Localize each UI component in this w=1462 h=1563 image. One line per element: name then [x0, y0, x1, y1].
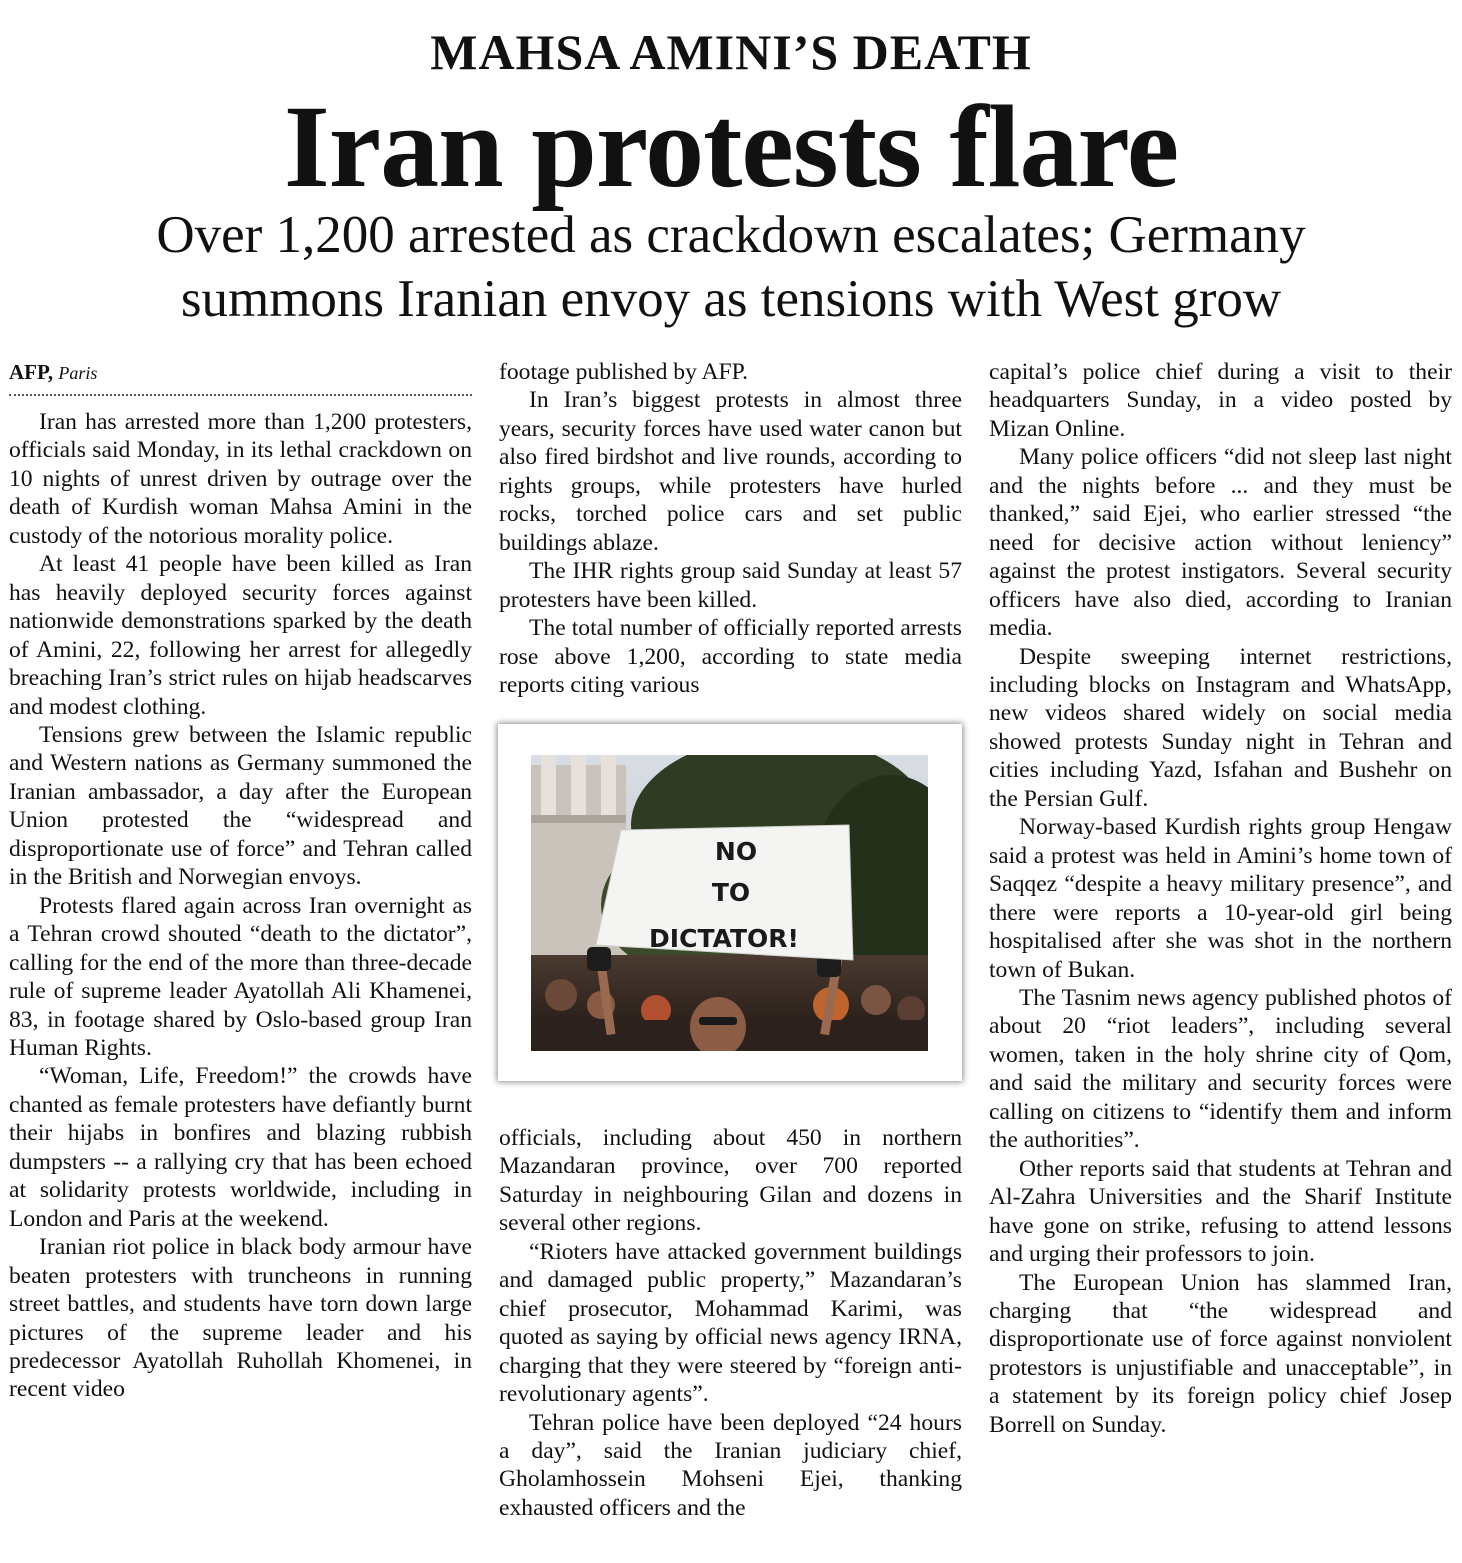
kicker-title: MAHSA AMINI’S DEATH	[430, 24, 1032, 80]
paragraph: Protests flared again across Iran overnight as a Tehran crowd shouted “death to the dictator”, calling for the end of the more than three-decade rule of supreme leader Ayatollah Ali Khamenei, 83, in footage shared by Oslo-based group Iran Human Rights.	[9, 892, 472, 1061]
paragraph: Other reports said that students at Tehran and Al-Zahra Universities and the Sharif Institute have gone on strike, refusing to attend lessons and urging their professors to join.	[989, 1155, 1452, 1268]
sign-text-line: TO	[711, 878, 751, 907]
paragraph: capital’s police chief during a visit to their headquarters Sunday, in a video posted by Mizan Online.	[989, 359, 1452, 442]
byline-place: Paris	[58, 363, 98, 383]
paragraph: footage published by AFP.	[499, 359, 749, 385]
subheadline	[0, 203, 1462, 331]
paragraph: In Iran’s biggest protests in almost three years, security forces have used water canon but also fired birdshot and live rounds, according to rights groups, while protesters have hurled rocks, torched police cars and set public buildings ablaze.	[499, 387, 962, 556]
paragraph: Despite sweeping internet restrictions, including blocks on Instagram and WhatsApp, new videos shared widely on social media showed protests Sunday night in Tehran and cities including Yazd, Isfahan and Bushehr on the Persian Gulf.	[989, 643, 1452, 812]
paragraph: The Tasnim news agency published photos of about 20 “riot leaders”, including several women, taken in the holy shrine city of Qom, and said the military and security forces were calling on citizens to “identify them and inform the authorities”.	[989, 984, 1452, 1154]
paragraph: “Rioters have attacked government buildings and damaged public property,” Mazandaran’s chief prosecutor, Mohammad Karimi, was quoted as saying by official news agency IRNA, charging that they were steered by “foreign anti-revolutionary agents”.	[499, 1238, 962, 1408]
article-column-2	[499, 358, 962, 699]
byline	[9, 358, 472, 396]
headline: Iran protests flare	[283, 81, 1179, 212]
subheadline-line: summons Iranian envoy as tensions with West grow	[180, 270, 1282, 328]
article-column-2-continued	[499, 1124, 962, 1522]
sign-text-line: DICTATOR!	[649, 924, 799, 953]
paragraph: The IHR rights group said Sunday at least 57 protesters have been killed.	[499, 558, 962, 613]
paragraph: “Woman, Life, Freedom!” the crowds have chanted as female protesters have defiantly burnt their hijabs in bonfires and blazing rubbish dumpsters -- a rallying cry that has been echoed at solidarity protests worldwide, including in London and Paris at the weekend.	[9, 1063, 472, 1232]
paragraph: Norway-based Kurdish rights group Hengaw said a protest was held in Amini’s home town of Saqqez “despite a heavy military presence”, and there were reports a 10-year-old girl being hospitalised after she was shot in the northern town of Bukan.	[989, 814, 1452, 983]
paragraph: officials, including about 450 in northern Mazandaran province, over 700 reported Saturday in neighbouring Gilan and dozens in several other regions.	[499, 1125, 962, 1237]
subheadline-line: Over 1,200 arrested as crackdown escalates; Germany	[156, 206, 1306, 264]
article-column-1	[9, 358, 472, 1404]
protest-photo-image	[531, 755, 928, 1051]
paragraph: Many police officers “did not sleep last night and the nights before ... and they must be thanked,” said Ejei, who earlier stressed “the need for decisive action without leniency” against the protest instigators. Several security officers have also died, according to Iranian media.	[989, 444, 1452, 642]
paragraph: The European Union has slammed Iran, charging that “the widespread and disproportionate use of force against nonviolent protestors is unjustifiable and unacceptable”, in a statement by its foreign policy chief Josep Borrell on Sunday.	[989, 1269, 1452, 1438]
article-column-3	[989, 358, 1452, 1439]
paragraph: Iranian riot police in black body armour have beaten protesters with truncheons in running street battles, and students have torn down large pictures of the supreme leader and his predecessor Ayatollah Ruhollah Khomenei, in recent video	[9, 1234, 472, 1403]
byline-agency: AFP,	[9, 360, 54, 384]
sign-text-line: NO	[714, 837, 758, 866]
paragraph: Tehran police have been deployed “24 hours a day”, said the Iranian judiciary chief, Gholamhossein Mohseni Ejei, thanking exhausted officers and the	[499, 1409, 962, 1521]
paragraph: At least 41 people have been killed as Iran has heavily deployed security forces against nationwide demonstrations sparked by the death of Amini, 22, following her arrest for allegedly breaching Iran’s strict rules on hijab headscarves and modest clothing.	[9, 551, 472, 720]
news-photo	[498, 724, 962, 1081]
paragraph: Tensions grew between the Islamic republic and Western nations as Germany summoned the Iranian ambassador, a day after the European Union protested the “widespread and disproportionate use of force” and Tehran called in the British and Norwegian envoys.	[9, 721, 472, 891]
paragraph: The total number of officially reported arrests rose above 1,200, according to state media reports citing various	[499, 615, 962, 698]
paragraph: Iran has arrested more than 1,200 protesters, officials said Monday, in its lethal crackdown on 10 nights of unrest driven by outrage over the death of Kurdish woman Mahsa Amini in the custody of the notorious morality police.	[9, 409, 472, 549]
